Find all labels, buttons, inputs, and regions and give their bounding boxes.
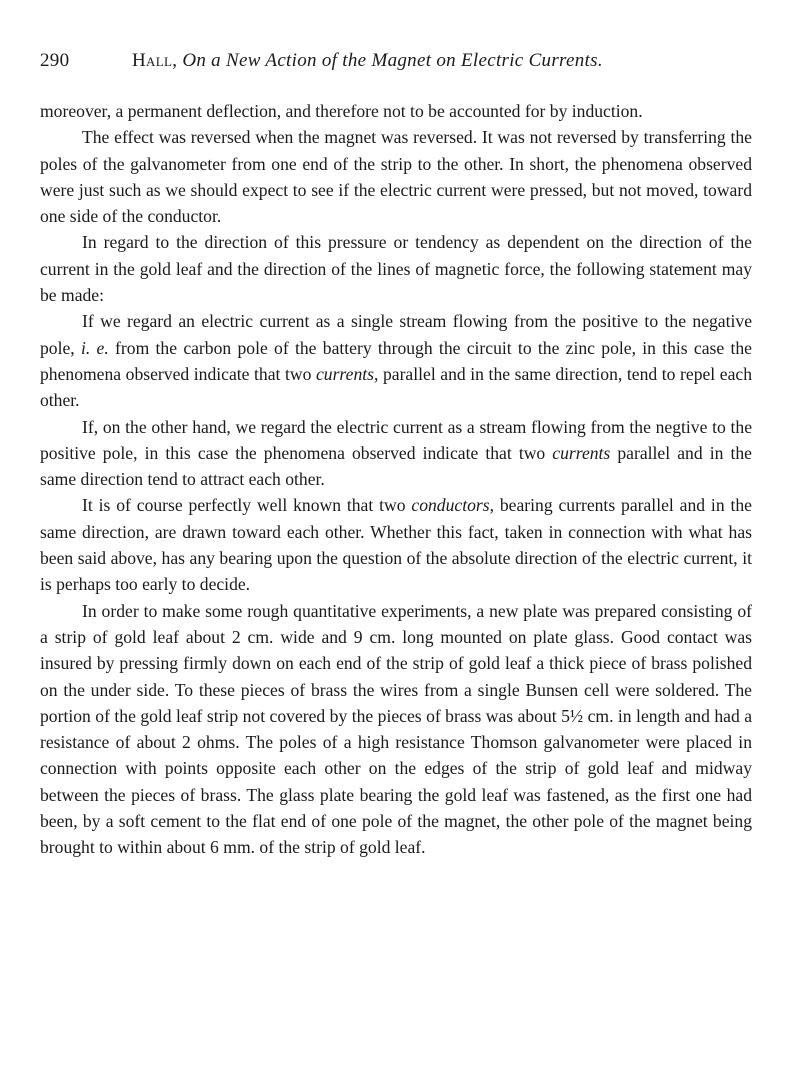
paragraph-4 — [40, 308, 752, 413]
paragraph-7: In order to make some rough quantitative experiments, a new plate was prepared consisting of a strip of gold leaf about 2 cm. wide and 9 cm. long mounted on plate glass. Good contact was insured by pressing firmly down on each end of the strip of gold leaf a thick piece of brass polished on the under side. To these pieces of brass the wires from a single Bunsen cell were soldered. The portion of the gold leaf strip not covered by the pieces of brass was about 5½ cm. in length and had a resistance of about 2 ohms. The poles of a high resistance Thomson galvanometer were placed in connection with points opposite each other on the edges of the strip of gold leaf and midway between the pieces of brass. The glass plate bearing the gold leaf was fastened, as the first one had been, by a soft cement to the flat end of one pole of the magnet, the other pole of the magnet being brought to within about 6 mm. of the strip of gold leaf. — [40, 600, 752, 858]
paragraph-5-text-c: parallel and in the same direction tend to attract each other. — [40, 442, 752, 490]
running-title — [132, 50, 603, 72]
paragraph-5-italic-currents: currents — [552, 442, 611, 463]
paragraph-4-text-e: , parallel and in the same direction, tend to repel each other. — [40, 363, 752, 411]
paragraph-6-italic-conductors: conductors — [411, 495, 490, 516]
paragraph-4-italic-ie: i. e. — [80, 337, 109, 358]
paragraph-4-text-a: If we regard an electric current as a single stream flowing from the positive to the negative pole, — [40, 311, 752, 358]
paragraph-6 — [40, 492, 752, 597]
paragraph-4-text-c: from the carbon pole of the battery through the circuit to the zinc pole, in this case the phenomena observed indicate that two — [40, 337, 752, 384]
article-title: On a New Action of the Magnet on Electric Currents. — [182, 50, 603, 71]
running-head — [40, 44, 752, 80]
page — [40, 44, 752, 861]
paragraph-6-text-c: , bearing currents parallel and in the same direction, are drawn toward each other. Whether this fact, taken in connection with what has been said above, has any bearing upon the question of the absolute direction of the electric current, it is perhaps too early to decide. — [40, 495, 752, 595]
paragraph-5 — [40, 414, 752, 493]
body-text — [40, 98, 752, 861]
paragraph-2: The effect was reversed when the magnet was reversed. It was not reversed by transferring the poles of the galvanometer from one end of the strip to the other. In short, the phenomena observed were just such as we should expect to see if the electric current were pressed, but not moved, toward one side of the conductor. — [40, 127, 752, 227]
title-separator: , — [172, 50, 183, 71]
page-number: 290 — [40, 50, 70, 71]
author-name: Hall — [132, 50, 173, 71]
paragraph-4-italic-currents: currents — [315, 363, 374, 384]
paragraph-3: In regard to the direction of this pressure or tendency as dependent on the direction of the current in the gold leaf and the direction of the lines of magnetic force, the following statement may be made: — [40, 232, 752, 306]
paragraph-5-text-a: If, on the other hand, we regard the electric current as a stream flowing from the negtive to the positive pole, in this case the phenomena observed indicate that two — [40, 416, 752, 463]
paragraph-1: moreover, a permanent deflection, and therefore not to be accounted for by induction. — [40, 101, 643, 121]
paragraph-6-text-a: It is of course perfectly well known that two — [82, 495, 412, 516]
